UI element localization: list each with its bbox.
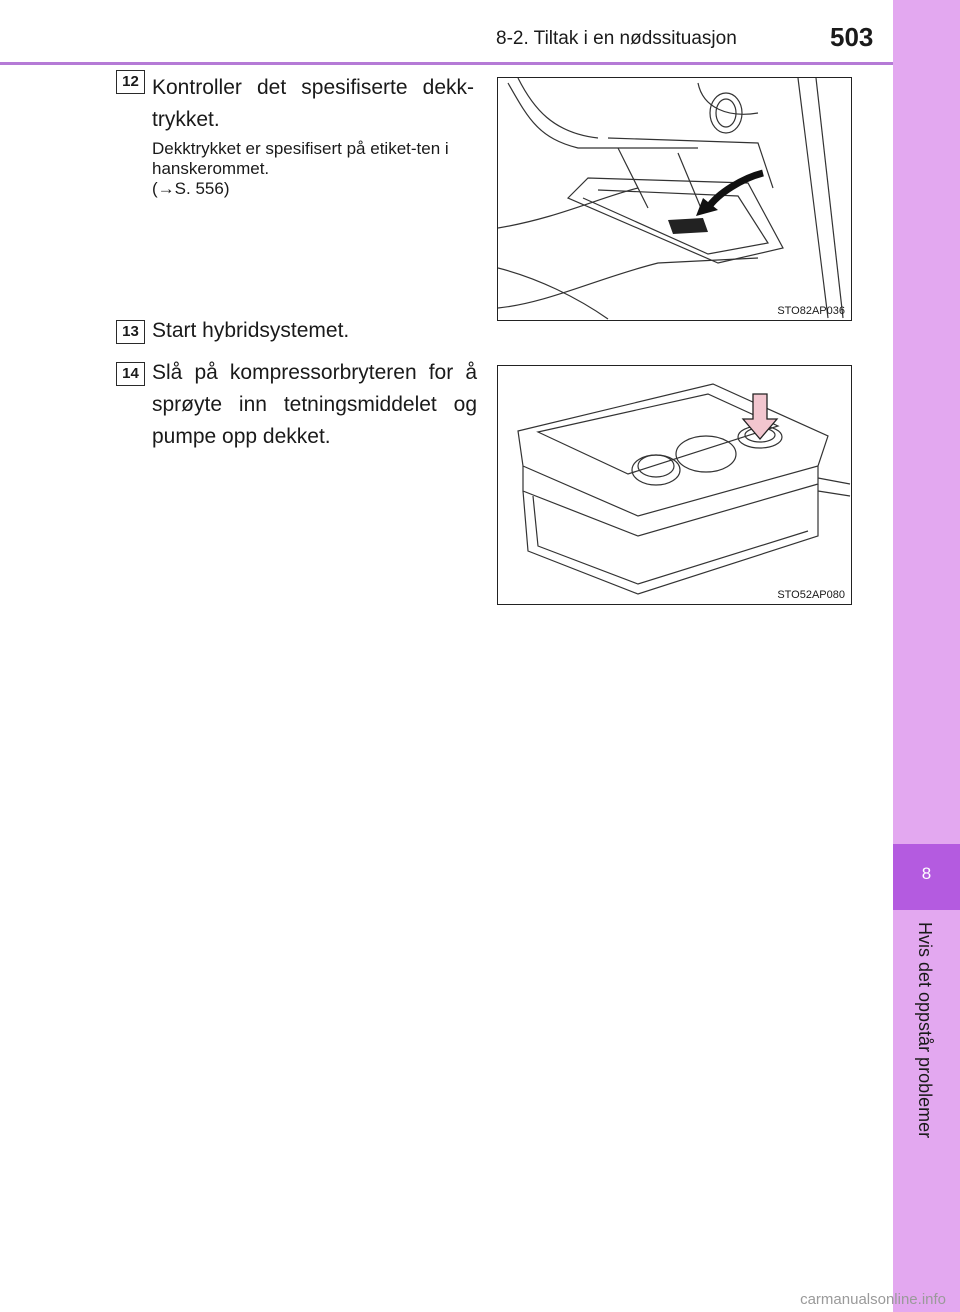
section-title: 8-2. Tiltak i en nødssituasjon: [496, 28, 737, 49]
chapter-label: Hvis det oppstår problemer: [915, 922, 935, 1139]
glovebox-illustration: [497, 77, 852, 321]
step-14-badge: 14: [116, 362, 145, 386]
step-12-note-text: Dekktrykket er spesifisert på etiket-ten i hanskerommet.: [152, 139, 449, 178]
page-number: 503: [830, 22, 874, 52]
header-divider: [0, 62, 893, 65]
image-code: STO52AP080: [777, 589, 845, 601]
step-14-text: Slå på kompressorbryteren for å sprøyte inn tetningsmiddelet og pumpe opp dekket.: [152, 361, 477, 448]
glovebox-drawing: [498, 78, 851, 320]
compressor-illustration: [497, 365, 852, 605]
chapter-number: 8: [921, 864, 932, 883]
image-code: STO82AP036: [777, 305, 845, 317]
step-12-note-reference: (→S. 556): [152, 179, 230, 198]
step-13-text: Start hybridsystemet.: [152, 319, 350, 342]
step-12-text: Kontroller det spesifiserte dekk-trykket.: [152, 76, 474, 131]
step-12-note: [152, 139, 477, 199]
compressor-drawing: [498, 366, 851, 604]
step-12-badge: 12: [116, 70, 145, 94]
watermark: carmanualsonline.info: [800, 1291, 946, 1308]
arrow-right-icon: →: [157, 179, 175, 198]
page-reference: S. 556: [174, 179, 224, 198]
step-13-badge: 13: [116, 320, 145, 344]
